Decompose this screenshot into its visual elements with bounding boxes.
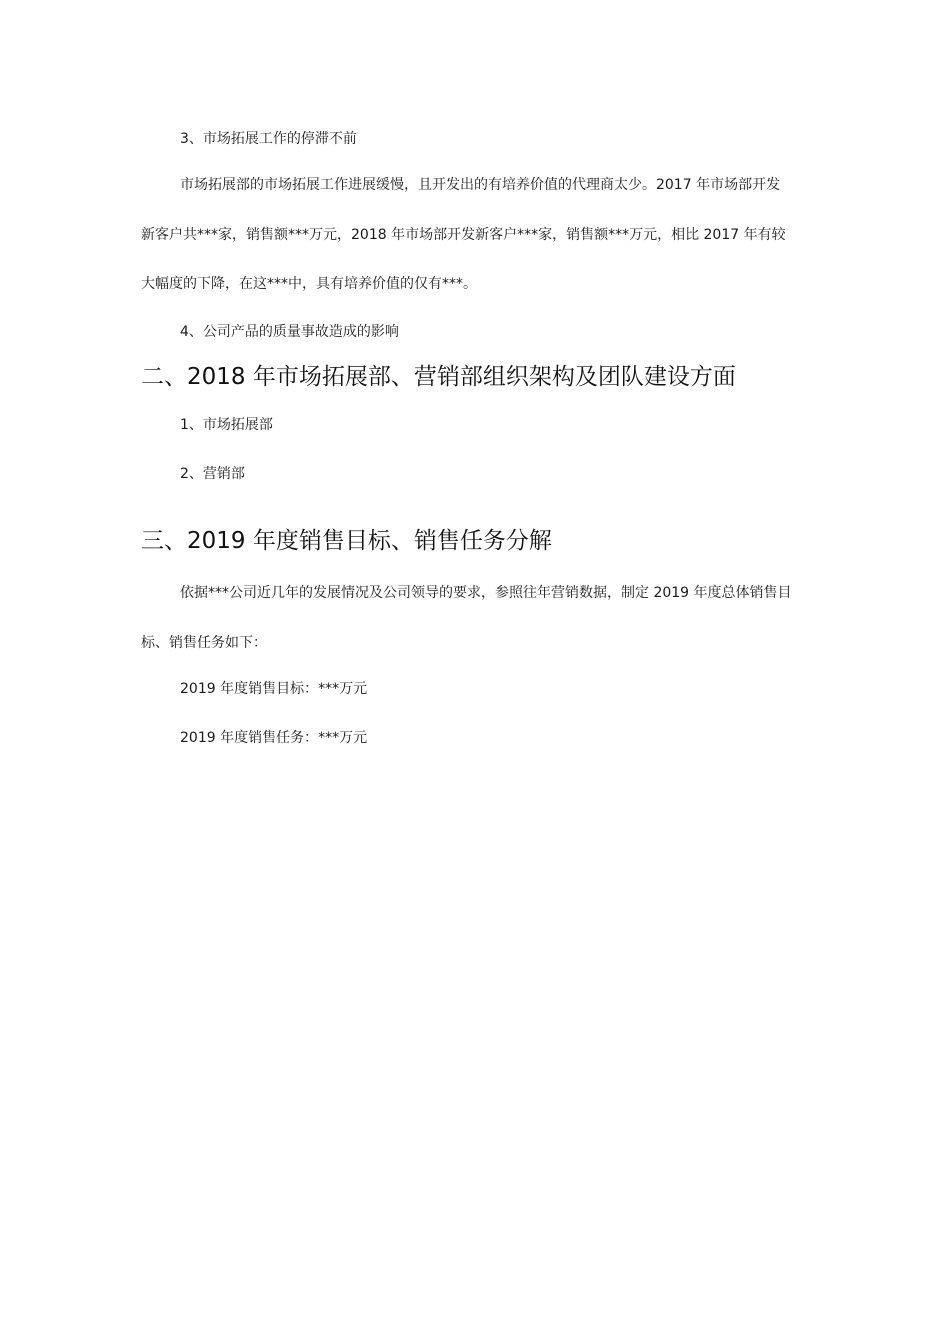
paragraph-line: 大幅度的下降，在这***中，具有培养价值的仅有***。 <box>141 276 477 292</box>
subsection-item-1: 1、市场拓展部 <box>180 417 273 433</box>
paragraph-line: 新客户共***家，销售额***万元，2018 年市场部开发新客户***家，销售额***万元，相比 2017 年有较 <box>141 227 786 243</box>
sales-target-line: 2019 年度销售目标：***万元 <box>180 681 368 697</box>
section-heading-2: 二、2018 年市场拓展部、营销部组织架构及团队建设方面 <box>141 364 736 390</box>
subsection-item-2: 2、营销部 <box>180 466 245 482</box>
sales-task-line: 2019 年度销售任务：***万元 <box>180 730 368 746</box>
section-heading-3: 三、2019 年度销售目标、销售任务分解 <box>141 528 552 554</box>
subsection-item-3: 3、市场拓展工作的停滞不前 <box>180 131 357 147</box>
paragraph-line: 标、销售任务如下： <box>141 635 267 651</box>
subsection-item-4: 4、公司产品的质量事故造成的影响 <box>180 324 399 340</box>
paragraph-line: 依据***公司近几年的发展情况及公司领导的要求，参照往年营销数据，制定 2019 年度总体销售目 <box>180 585 792 601</box>
paragraph-line: 市场拓展部的市场拓展工作进展缓慢，且开发出的有培养价值的代理商太少。2017 年市场部开发 <box>180 177 781 193</box>
